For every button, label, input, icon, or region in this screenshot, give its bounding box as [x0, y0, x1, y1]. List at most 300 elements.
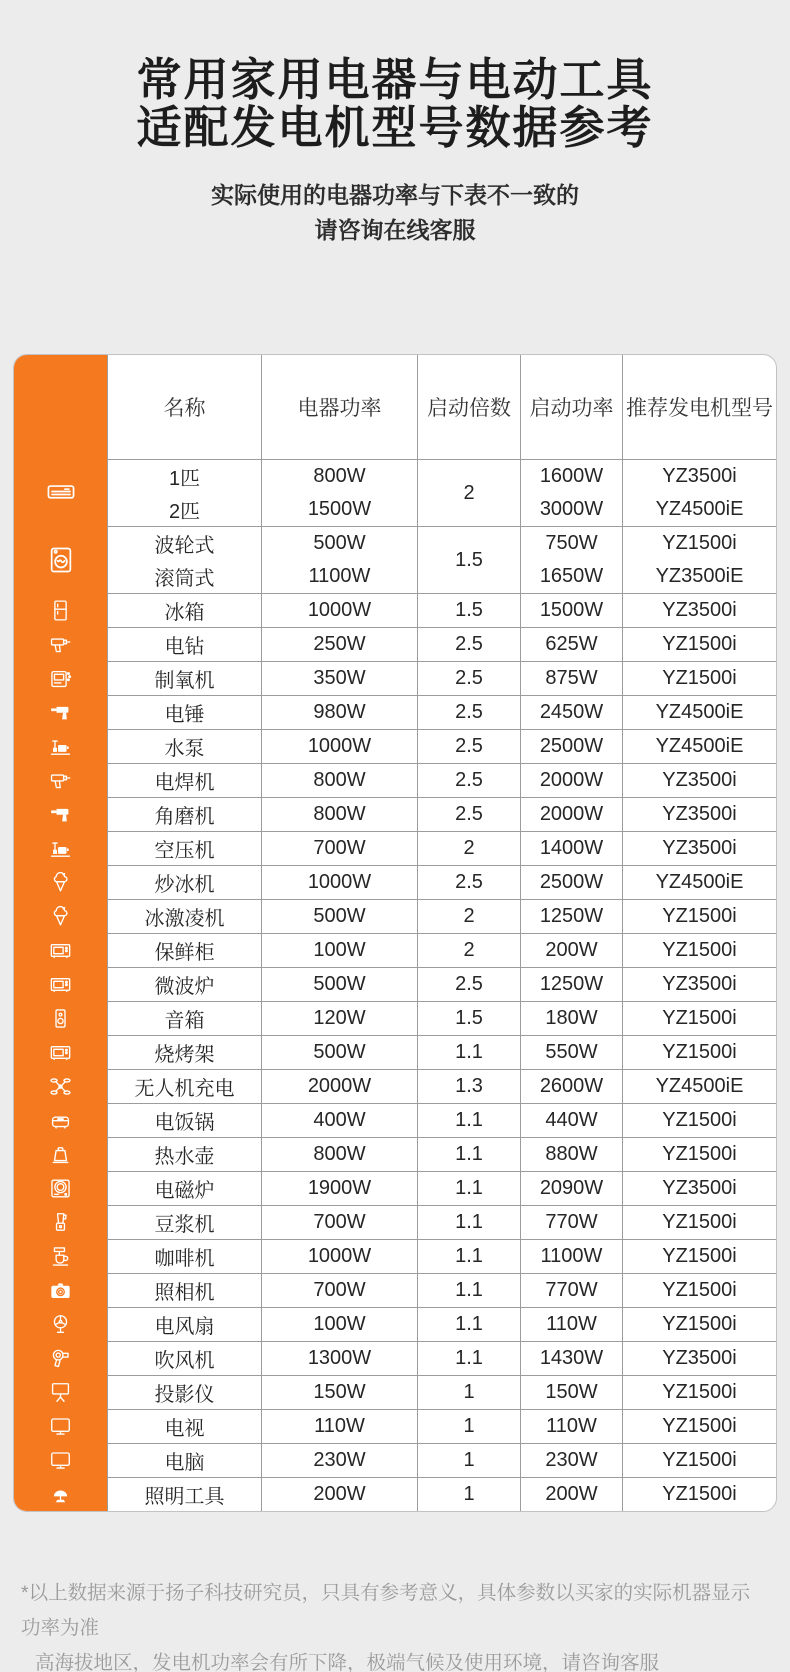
generator-model-cell: [622, 1409, 776, 1443]
start_power-value: 1250W: [539, 905, 604, 927]
appliance-name-cell: [107, 763, 261, 797]
table-row: [14, 1035, 776, 1069]
model-value: YZ3500i: [662, 973, 737, 995]
table-row: [14, 526, 776, 593]
soymilk-maker-icon: [14, 1205, 107, 1239]
generator-model-cell: [622, 763, 776, 797]
appliance-power-cell: [261, 1001, 417, 1035]
generator-model-cell: [622, 1443, 776, 1477]
page-title-line1: 常用家用电器与电动工具: [136, 54, 654, 105]
appliance-power-cell: [261, 831, 417, 865]
table-row: [14, 1341, 776, 1375]
appliance-name-cell: [107, 831, 261, 865]
air-conditioner-icon: [14, 459, 107, 526]
model-value: YZ1500i: [662, 1007, 737, 1029]
model-value: YZ3500i: [662, 837, 737, 859]
generator-model-cell: [622, 459, 776, 526]
name-value: 空压机: [154, 840, 215, 862]
start-power-cell: [520, 1137, 622, 1171]
footnote-line1: *以上数据来源于扬子科技研究员，只具有参考意义，具体参数以买家的实际机器显示功率为准: [21, 1581, 751, 1639]
ice-cream-machine-icon: [14, 899, 107, 933]
power-value: 350W: [313, 667, 366, 689]
power-value: 500W: [313, 1041, 366, 1063]
model-value: YZ1500i: [662, 1211, 737, 1233]
generator-model-cell: [622, 1001, 776, 1035]
drill-icon: [14, 627, 107, 661]
start-power-cell: [520, 1443, 622, 1477]
start-power-cell: [520, 1069, 622, 1103]
name-value: 保鲜柜: [154, 942, 215, 964]
electric-fan-icon: [14, 1307, 107, 1341]
power-value: 250W: [313, 633, 366, 655]
name-value: 吹风机: [154, 1350, 215, 1372]
start_power-value: 1600W: [539, 465, 604, 487]
start_power-value: 110W: [546, 1313, 597, 1335]
appliance-power-cell: [261, 593, 417, 627]
model-value: YZ4500iE: [655, 498, 744, 520]
generator-model-cell: [622, 1171, 776, 1205]
appliance-name-cell: [107, 1375, 261, 1409]
power-value: 1000W: [307, 871, 372, 893]
table-row: [14, 1171, 776, 1205]
start-multiplier-cell: 1.1: [417, 1103, 520, 1137]
welder-icon: [14, 763, 107, 797]
appliance-name-cell: [107, 627, 261, 661]
table-row: [14, 1137, 776, 1171]
start-multiplier-cell: 1.3: [417, 1069, 520, 1103]
oxygen-machine-icon: [14, 661, 107, 695]
power-value: 800W: [313, 769, 366, 791]
model-value: YZ1500i: [662, 1415, 737, 1437]
name-value: 滚筒式: [154, 568, 215, 590]
start_power-value: 200W: [545, 1483, 598, 1505]
appliance-name-cell: [107, 1035, 261, 1069]
generator-model-cell: [622, 526, 776, 593]
lamp-icon: [14, 1477, 107, 1511]
power-value: 500W: [313, 905, 366, 927]
appliance-name-cell: [107, 1273, 261, 1307]
start_power-value: 1400W: [539, 837, 604, 859]
start-power-cell: [520, 695, 622, 729]
table-row: [14, 763, 776, 797]
model-value: YZ1500i: [662, 633, 737, 655]
fridge-icon: [14, 593, 107, 627]
appliance-name-cell: [107, 1069, 261, 1103]
start-multiplier-cell: 1.1: [417, 1137, 520, 1171]
generator-model-cell: [622, 627, 776, 661]
page-subtitle: [0, 178, 790, 247]
table-row: [14, 1409, 776, 1443]
column-header-4: 推荐发电机型号: [622, 355, 776, 459]
start_power-value: 1500W: [539, 599, 604, 621]
generator-model-cell: [622, 1069, 776, 1103]
generator-model-cell: [622, 899, 776, 933]
model-value: YZ1500i: [662, 1143, 737, 1165]
table-row: [14, 1239, 776, 1273]
generator-model-cell: [622, 967, 776, 1001]
start-multiplier-cell: 1: [417, 1443, 520, 1477]
appliance-power-cell: [261, 865, 417, 899]
appliance-name-cell: [107, 661, 261, 695]
appliance-power-cell: [261, 933, 417, 967]
start_power-value: 1430W: [539, 1347, 604, 1369]
start_power-value: 770W: [545, 1211, 598, 1233]
column-header-2: 启动倍数: [417, 355, 520, 459]
appliance-name-cell: [107, 899, 261, 933]
start-power-cell: [520, 1273, 622, 1307]
table-row: [14, 1001, 776, 1035]
start_power-value: 625W: [545, 633, 598, 655]
generator-model-cell: [622, 1307, 776, 1341]
table-row: [14, 1205, 776, 1239]
model-value: YZ1500i: [662, 1245, 737, 1267]
appliance-name-cell: [107, 1307, 261, 1341]
appliance-power-cell: [261, 1443, 417, 1477]
page-subtitle-line2: 请咨询在线客服: [314, 216, 476, 243]
start-power-cell: [520, 1307, 622, 1341]
appliance-power-cell: [261, 1409, 417, 1443]
name-value: 电风扇: [154, 1316, 215, 1338]
start-multiplier-cell: 1.1: [417, 1239, 520, 1273]
appliance-power-cell: [261, 797, 417, 831]
start-power-cell: [520, 967, 622, 1001]
appliance-power-cell: [261, 967, 417, 1001]
start-power-cell: [520, 1035, 622, 1069]
power-value: 400W: [313, 1109, 366, 1131]
table-row: [14, 1307, 776, 1341]
name-value: 照相机: [154, 1282, 215, 1304]
name-value: 电锤: [164, 704, 205, 726]
name-value: 电磁炉: [154, 1180, 215, 1202]
model-value: YZ1500i: [662, 667, 737, 689]
start_power-value: 750W: [545, 532, 598, 554]
page-subtitle-line1: 实际使用的电器功率与下表不一致的: [211, 182, 579, 209]
start_power-value: 2500W: [539, 871, 604, 893]
hair-dryer-icon: [14, 1341, 107, 1375]
footnote: [21, 1576, 769, 1672]
table-row: [14, 627, 776, 661]
appliance-generator-table: [13, 354, 777, 1512]
start_power-value: 180W: [545, 1007, 598, 1029]
start_power-value: 2000W: [539, 803, 604, 825]
power-value: 700W: [313, 1211, 366, 1233]
page-title: [0, 0, 790, 151]
model-value: YZ1500i: [662, 1381, 737, 1403]
appliance-name-cell: [107, 729, 261, 763]
appliance-name-cell: [107, 1443, 261, 1477]
start-power-cell: [520, 797, 622, 831]
power-value: 1900W: [307, 1177, 372, 1199]
start-power-cell: [520, 831, 622, 865]
start_power-value: 1100W: [540, 1245, 603, 1267]
power-value: 800W: [313, 803, 366, 825]
appliance-name-cell: [107, 967, 261, 1001]
electric-hammer-icon: [14, 695, 107, 729]
start_power-value: 3000W: [539, 498, 604, 520]
table-row: [14, 831, 776, 865]
model-value: YZ1500i: [662, 1449, 737, 1471]
start_power-value: 2090W: [539, 1177, 604, 1199]
appliance-name-cell: [107, 526, 261, 593]
ice-maker-icon: [14, 865, 107, 899]
power-value: 2000W: [307, 1075, 372, 1097]
appliance-power-cell: [261, 661, 417, 695]
generator-model-cell: [622, 933, 776, 967]
appliance-power-cell: [261, 627, 417, 661]
power-value: 500W: [313, 532, 366, 554]
start-power-cell: [520, 661, 622, 695]
power-value: 980W: [313, 701, 366, 723]
power-value: 1300W: [307, 1347, 372, 1369]
name-value: 角磨机: [154, 806, 215, 828]
washing-machine-icon: [14, 526, 107, 593]
generator-model-cell: [622, 797, 776, 831]
start-multiplier-cell: 2.5: [417, 865, 520, 899]
start-power-cell: [520, 1409, 622, 1443]
start-multiplier-cell: 1.5: [417, 593, 520, 627]
sidebar-header-spacer: [14, 355, 107, 459]
start_power-value: 550W: [545, 1041, 598, 1063]
table-row: [14, 1273, 776, 1307]
start-multiplier-cell: 2.5: [417, 797, 520, 831]
start_power-value: 875W: [545, 667, 598, 689]
appliance-power-cell: [261, 1273, 417, 1307]
power-value: 230W: [313, 1449, 366, 1471]
name-value: 冰箱: [164, 602, 205, 624]
appliance-name-cell: [107, 865, 261, 899]
table-row: [14, 1069, 776, 1103]
appliance-power-cell: [261, 1069, 417, 1103]
name-value: 1匹: [168, 468, 201, 490]
model-value: YZ1500i: [662, 1313, 737, 1335]
name-value: 电视: [164, 1418, 205, 1440]
start-multiplier-cell: 2: [417, 899, 520, 933]
power-value: 1000W: [307, 735, 372, 757]
name-value: 电焊机: [154, 772, 215, 794]
start_power-value: 110W: [546, 1415, 597, 1437]
name-value: 热水壶: [154, 1146, 215, 1168]
start-multiplier-cell: 1.1: [417, 1171, 520, 1205]
name-value: 波轮式: [154, 535, 215, 557]
start_power-value: 150W: [545, 1381, 598, 1403]
appliance-name-cell: [107, 695, 261, 729]
coffee-machine-icon: [14, 1239, 107, 1273]
appliance-name-cell: [107, 1137, 261, 1171]
appliance-name-cell: [107, 1409, 261, 1443]
start-power-cell: [520, 899, 622, 933]
appliance-power-cell: [261, 763, 417, 797]
generator-model-cell: [622, 1341, 776, 1375]
model-value: YZ1500i: [662, 939, 737, 961]
start_power-value: 440W: [545, 1109, 598, 1131]
start-power-cell: [520, 1477, 622, 1511]
start_power-value: 2450W: [539, 701, 604, 723]
table-row: [14, 899, 776, 933]
start-multiplier-cell: 2: [417, 933, 520, 967]
start_power-value: 200W: [545, 939, 598, 961]
model-value: YZ3500i: [662, 599, 737, 621]
fresh-cabinet-icon: [14, 933, 107, 967]
name-value: 咖啡机: [154, 1248, 215, 1270]
generator-model-cell: [622, 1103, 776, 1137]
start-multiplier-cell: 1.1: [417, 1205, 520, 1239]
generator-model-cell: [622, 1035, 776, 1069]
start_power-value: 2500W: [539, 735, 604, 757]
appliance-power-cell: [261, 1341, 417, 1375]
air-compressor-icon: [14, 831, 107, 865]
generator-model-cell: [622, 593, 776, 627]
generator-model-cell: [622, 729, 776, 763]
name-value: 投影仪: [154, 1384, 215, 1406]
power-value: 100W: [313, 1313, 366, 1335]
appliance-name-cell: [107, 797, 261, 831]
tv-icon: [14, 1409, 107, 1443]
table-row: [14, 593, 776, 627]
table-row: [14, 1443, 776, 1477]
model-value: YZ3500i: [662, 769, 737, 791]
table-row: [14, 967, 776, 1001]
appliance-power-cell: [261, 459, 417, 526]
start-multiplier-cell: 1.5: [417, 1001, 520, 1035]
start-multiplier-cell: 1: [417, 1375, 520, 1409]
camera-icon: [14, 1273, 107, 1307]
appliance-name-cell: [107, 459, 261, 526]
computer-icon: [14, 1443, 107, 1477]
model-value: YZ1500i: [662, 1279, 737, 1301]
column-header-0: 名称: [107, 355, 261, 459]
start-power-cell: [520, 593, 622, 627]
footnote-line2: 高海拔地区，发电机功率会有所下降，极端气候及使用环境，请咨询客服: [35, 1651, 660, 1672]
start-power-cell: [520, 933, 622, 967]
induction-cooker-icon: [14, 1171, 107, 1205]
start-multiplier-cell: 1: [417, 1477, 520, 1511]
water-pump-icon: [14, 729, 107, 763]
start_power-value: 230W: [545, 1449, 598, 1471]
name-value: 烧烤架: [154, 1044, 215, 1066]
model-value: YZ1500i: [662, 905, 737, 927]
appliance-power-cell: [261, 1205, 417, 1239]
appliance-name-cell: [107, 1205, 261, 1239]
start-multiplier-cell: 2.5: [417, 763, 520, 797]
name-value: 微波炉: [154, 976, 215, 998]
generator-model-cell: [622, 865, 776, 899]
start-multiplier-cell: 2.5: [417, 661, 520, 695]
name-value: 无人机充电: [134, 1078, 235, 1100]
name-value: 水泵: [164, 738, 205, 760]
start-power-cell: [520, 763, 622, 797]
generator-model-cell: [622, 1273, 776, 1307]
generator-model-cell: [622, 661, 776, 695]
start-power-cell: [520, 865, 622, 899]
appliance-name-cell: [107, 1239, 261, 1273]
start_power-value: 880W: [545, 1143, 598, 1165]
generator-model-cell: [622, 1205, 776, 1239]
appliance-name-cell: [107, 1341, 261, 1375]
start-power-cell: [520, 627, 622, 661]
column-header-1: 电器功率: [261, 355, 417, 459]
start-multiplier-cell: 1.1: [417, 1273, 520, 1307]
table-row: [14, 1103, 776, 1137]
page-title-line2: 适配发电机型号数据参考: [136, 101, 654, 153]
power-value: 200W: [313, 1483, 366, 1505]
model-value: YZ3500i: [662, 465, 737, 487]
appliance-power-cell: [261, 1477, 417, 1511]
column-header-3: 启动功率: [520, 355, 622, 459]
name-value: 冰激凌机: [144, 908, 225, 930]
appliance-power-cell: [261, 526, 417, 593]
start_power-value: 1250W: [539, 973, 604, 995]
appliance-power-cell: [261, 695, 417, 729]
start-multiplier-cell: 2.5: [417, 967, 520, 1001]
name-value: 电饭锅: [154, 1112, 215, 1134]
name-value: 电钻: [164, 636, 205, 658]
table-row: [14, 661, 776, 695]
power-value: 1100W: [308, 565, 371, 587]
table-row: [14, 933, 776, 967]
generator-model-cell: [622, 1477, 776, 1511]
power-value: 1000W: [307, 599, 372, 621]
model-value: YZ3500i: [662, 1347, 737, 1369]
rice-cooker-icon: [14, 1103, 107, 1137]
power-value: 800W: [313, 1143, 366, 1165]
appliance-power-cell: [261, 1375, 417, 1409]
start-multiplier-cell: 1.5: [417, 526, 520, 593]
kettle-icon: [14, 1137, 107, 1171]
start-power-cell: [520, 729, 622, 763]
model-value: YZ4500iE: [655, 701, 744, 723]
start-multiplier-cell: 2.5: [417, 695, 520, 729]
table-row: [14, 797, 776, 831]
start-power-cell: [520, 459, 622, 526]
table-row: [14, 1375, 776, 1409]
model-value: YZ4500iE: [655, 1075, 744, 1097]
start-power-cell: [520, 1341, 622, 1375]
table-row: [14, 459, 776, 526]
name-value: 音箱: [164, 1010, 205, 1032]
power-value: 500W: [313, 973, 366, 995]
start_power-value: 770W: [545, 1279, 598, 1301]
start-power-cell: [520, 1239, 622, 1273]
start_power-value: 2000W: [539, 769, 604, 791]
start-power-cell: [520, 526, 622, 593]
appliance-power-cell: [261, 1239, 417, 1273]
model-value: YZ1500i: [662, 1483, 737, 1505]
start_power-value: 1650W: [539, 565, 604, 587]
power-value: 1000W: [307, 1245, 372, 1267]
power-value: 700W: [313, 1279, 366, 1301]
start-multiplier-cell: 2: [417, 831, 520, 865]
power-value: 800W: [313, 465, 366, 487]
angle-grinder-icon: [14, 797, 107, 831]
microwave-icon: [14, 967, 107, 1001]
start-multiplier-cell: 2: [417, 459, 520, 526]
table-header-row: [14, 355, 776, 459]
table-row: [14, 695, 776, 729]
start-power-cell: [520, 1103, 622, 1137]
model-value: YZ3500iE: [655, 565, 744, 587]
appliance-name-cell: [107, 1171, 261, 1205]
start-multiplier-cell: 2.5: [417, 729, 520, 763]
speaker-icon: [14, 1001, 107, 1035]
appliance-power-cell: [261, 1103, 417, 1137]
table-row: [14, 1477, 776, 1511]
appliance-name-cell: [107, 593, 261, 627]
model-value: YZ3500i: [662, 803, 737, 825]
power-value: 700W: [313, 837, 366, 859]
model-value: YZ4500iE: [655, 871, 744, 893]
power-value: 150W: [313, 1381, 366, 1403]
appliance-power-cell: [261, 1035, 417, 1069]
